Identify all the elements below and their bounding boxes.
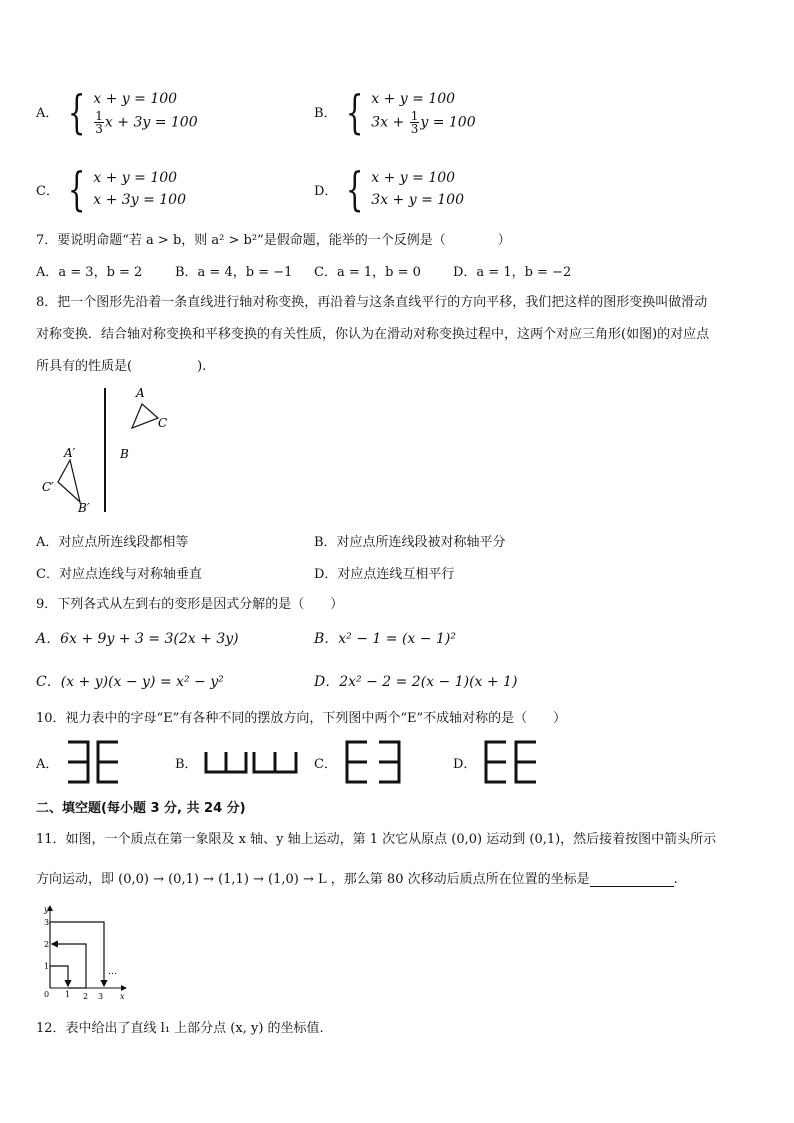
e-pair-icon — [343, 738, 407, 786]
q9-stem: 9．下列各式从左到右的变形是因式分解的是（ ） — [36, 597, 344, 612]
option-label: D． — [453, 756, 477, 772]
q6-option-d[interactable]: D． { x + y = 100 3x + y = 100 — [314, 162, 464, 216]
svg-text:3: 3 — [44, 918, 50, 927]
label-a1: A′ — [64, 446, 76, 460]
q8-stem-line1: 8．把一个图形先沿着一条直线进行轴对称变换，再沿着与这条直线平行的方向平移，我们把这样的图形变换叫做滑动 — [36, 295, 708, 310]
q8-option-d[interactable]: D．对应点连线互相平行 — [314, 567, 455, 582]
q8-option-b[interactable]: B．对应点所连线段被对称轴平分 — [314, 535, 506, 550]
equation: x + 3y = 100 — [93, 192, 186, 208]
answer-blank[interactable] — [590, 874, 674, 887]
q7-option-c[interactable]: C．a = 1，b = 0 — [314, 265, 421, 280]
q10-option-a[interactable] — [36, 738, 124, 786]
q8-option-a[interactable]: A．对应点所连线段都相等 — [36, 535, 189, 550]
svg-text:2: 2 — [83, 992, 89, 1001]
svg-text:x: x — [120, 992, 125, 1001]
equation: x + y = 100 — [93, 91, 178, 107]
q10-option-b[interactable] — [175, 738, 302, 786]
svg-text:3: 3 — [98, 992, 104, 1001]
q11-stem-line1: 11．如图，一个质点在第一象限及 x 轴、y 轴上运动，第 1 次它从原点 (0,0) 运动到 (0,1)，然后接着按图中箭头所示 — [36, 832, 717, 847]
label-b: B — [120, 447, 129, 461]
q9-option-d[interactable]: D．2x² − 2 = 2(x − 1)(x + 1) — [314, 674, 518, 690]
q7-stem: 7．要说明命题“若 a > b，则 a² > b²”是假命题，能举的一个反例是（ ） — [36, 233, 511, 248]
svg-text:y: y — [44, 905, 49, 914]
triangle-abc — [132, 404, 158, 428]
q7-option-b[interactable]: B．a = 4，b = −1 — [175, 265, 293, 280]
equation: x + y = 100 — [371, 91, 456, 107]
q10-option-c[interactable] — [314, 738, 407, 786]
e-pair-icon — [64, 738, 124, 786]
q9-option-a[interactable]: A．6x + 9y + 3 = 3(2x + 3y) — [36, 631, 239, 647]
q11-figure — [36, 902, 132, 1002]
svg-text:2: 2 — [44, 940, 50, 949]
equation: x + 3y = 100 — [104, 114, 198, 131]
q8-option-c[interactable]: C．对应点连线与对称轴垂直 — [36, 567, 202, 582]
q6-option-b[interactable]: B． { x + y = 100 3x + $\frac{1}{3}$ y = 100 — [314, 84, 476, 139]
q6-option-c[interactable]: C． { x + y = 100 x + 3y = 100 — [36, 162, 186, 216]
option-label: B． — [175, 756, 198, 772]
equation: x + y = 100 — [371, 170, 456, 186]
q9-option-b[interactable]: B．x² − 1 = (x − 1)² — [314, 631, 456, 647]
label-c: C — [158, 416, 168, 430]
q7-option-d[interactable]: D．a = 1，b = −2 — [453, 265, 572, 280]
equation: x + y = 100 — [93, 170, 178, 186]
svg-text:…: … — [108, 967, 117, 977]
e-pair-icon — [202, 738, 302, 786]
q8-figure — [36, 382, 186, 517]
q10-stem: 10．视力表中的字母“E”有各种不同的摆放方向，下列图中两个“E”不成轴对称的是（ ） — [36, 711, 567, 726]
option-label: A． — [36, 106, 59, 121]
section-title: 二、填空题(每小题 3 分, 共 24 分) — [36, 801, 246, 816]
option-label: D． — [314, 183, 338, 199]
option-label: C． — [314, 756, 337, 772]
q7-option-a[interactable]: A．a = 3，b = 2 — [36, 265, 143, 280]
svg-text:1: 1 — [44, 962, 50, 971]
label-a: A — [136, 386, 145, 400]
option-label: A． — [36, 756, 59, 772]
option-label: B． — [314, 106, 337, 121]
e-pair-icon — [482, 738, 546, 786]
q8-stem-line2: 对称变换．结合轴对称变换和平移变换的有关性质，你认为在滑动对称变换过程中，这两个对应三角形(如图)的对应点 — [36, 327, 710, 342]
q12-stem: 12．表中给出了直线 l₁ 上部分点 (x, y) 的坐标值. — [36, 1021, 324, 1036]
svg-text:0: 0 — [44, 990, 50, 999]
q9-option-c[interactable]: C．(x + y)(x − y) = x² − y² — [36, 674, 224, 690]
q10-option-d[interactable] — [453, 738, 546, 786]
q11-stem-line2: 方向运动，即 (0,0) → (0,1) → (1,1) → (1,0) → L ，那么第 80 次移动后质点所在位置的坐标是 . — [36, 872, 678, 887]
label-c1: C′ — [42, 480, 54, 494]
svg-text:1: 1 — [65, 990, 71, 999]
option-label: C． — [36, 183, 59, 199]
q8-stem-line3: 所具有的性质是( ). — [36, 359, 207, 374]
equation: 3x + y = 100 — [371, 192, 464, 208]
label-b1: B′ — [78, 501, 90, 515]
q6-option-a[interactable]: A． { x + y = 100 $\frac{1}{3}$ x + 3y = 100 — [36, 84, 198, 139]
triangle-a1b1c1 — [58, 460, 80, 502]
